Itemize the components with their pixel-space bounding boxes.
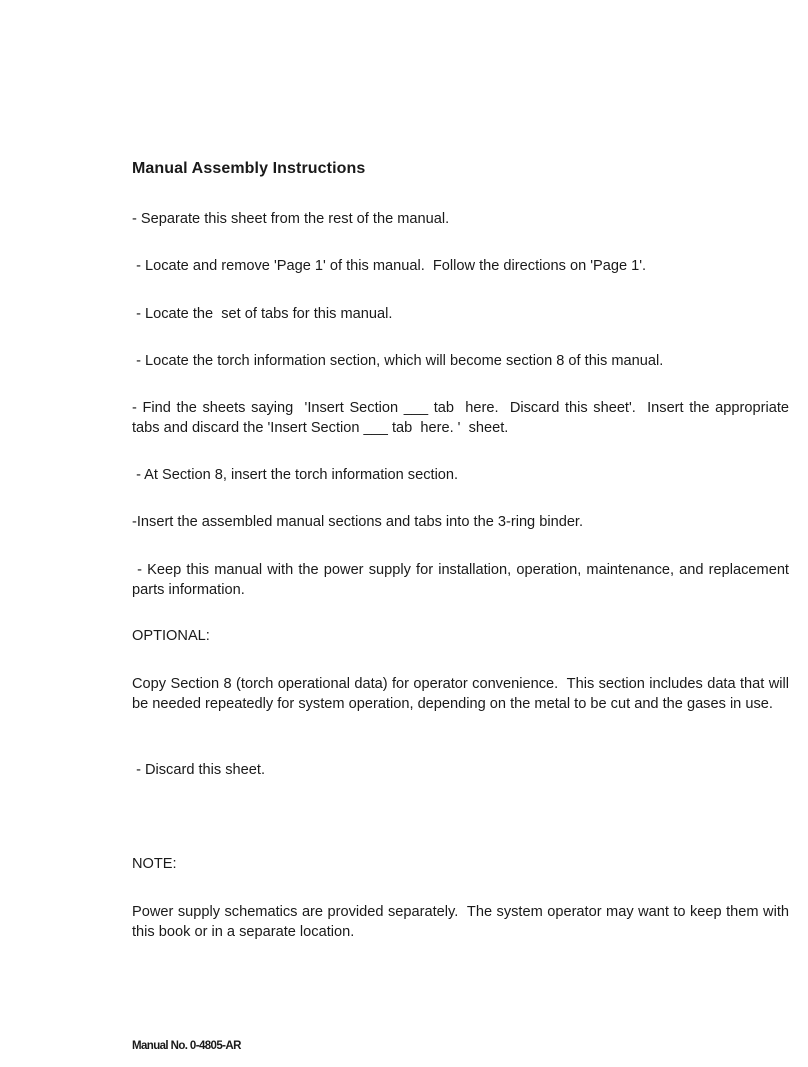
instruction-insert-binder: -Insert the assembled manual sections and tabs into the 3-ring binder.	[132, 514, 584, 530]
instruction-locate-page-1: - Locate and remove 'Page 1' of this manual. Follow the directions on 'Page 1'.	[132, 258, 647, 274]
instruction-keep-manual: - Keep this manual with the power supply for installation, operation, maintenance, and replacement parts information.	[132, 562, 794, 598]
note-schematics: Power supply schematics are provided separately. The system operator may want to keep them with this book or in a separate location.	[132, 904, 794, 940]
optional-heading: OPTIONAL:	[132, 628, 210, 644]
instruction-locate-torch-section: - Locate the torch information section, which will become section 8 of this manual.	[132, 353, 664, 369]
instruction-find-sheets: - Find the sheets saying 'Insert Section ___ tab here. Discard this sheet'. Insert the appropriate tabs and discard the 'Insert Section ___ tab here. ' sheet.	[132, 400, 794, 436]
note-heading: NOTE:	[132, 856, 177, 872]
instruction-locate-tabs: - Locate the set of tabs for this manual.	[132, 306, 393, 322]
manual-number: Manual No. 0-4805-AR	[132, 1040, 241, 1052]
instruction-section-8: - At Section 8, insert the torch information section.	[132, 467, 459, 483]
instruction-separate-sheet: - Separate this sheet from the rest of the manual.	[132, 211, 450, 227]
instruction-discard-sheet: - Discard this sheet.	[132, 762, 266, 778]
optional-copy-section: Copy Section 8 (torch operational data) for operator convenience. This section includes data that will be needed repeatedly for system operation, depending on the metal to be cut and the gases in use.	[132, 676, 794, 712]
page-title: Manual Assembly Instructions	[132, 160, 366, 177]
